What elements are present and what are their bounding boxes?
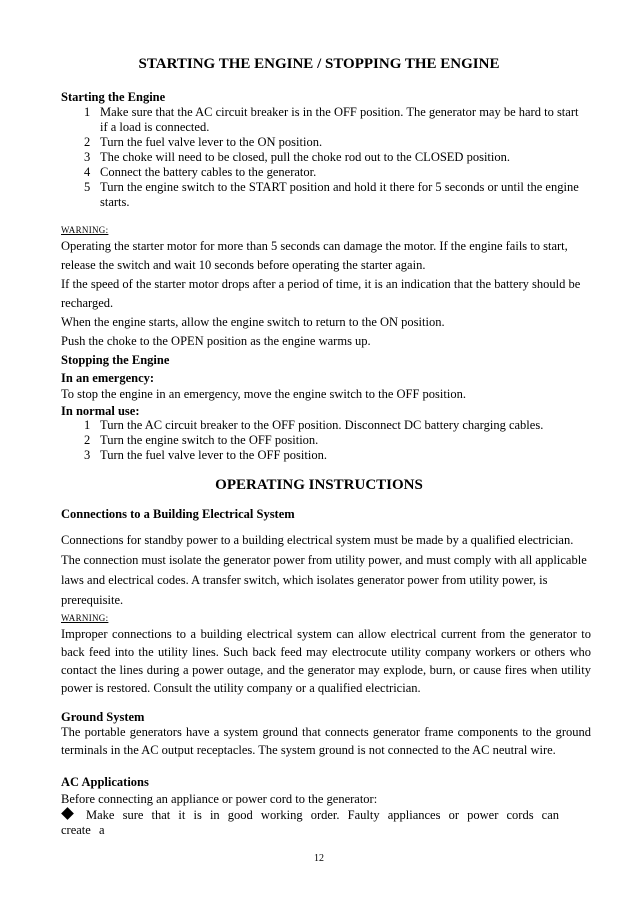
stopping-heading: Stopping the Engine — [61, 353, 170, 367]
starting-step: 1 Make sure that the AC circuit breaker is in the OFF position. The generator may be hard to start if a load is connected. — [84, 105, 579, 134]
emergency-heading: In an emergency: — [61, 371, 155, 385]
warning-line: Operating the starter motor for more than 5 seconds can damage the motor. If the engine fails to start, release the switch and wait 10 seconds before operating the starter again. — [61, 239, 568, 272]
warning-line: Push the choke to the OPEN position as the engine warms up. — [61, 334, 371, 348]
diamond-bullet-icon — [61, 807, 74, 820]
warning-line: If the speed of the starter motor drops after a period of time, it is an indication that the battery should be recharged. — [61, 277, 581, 310]
starting-step: 4 Connect the battery cables to the generator. — [84, 165, 317, 179]
section-title-starting-stopping: STARTING THE ENGINE / STOPPING THE ENGINE — [138, 56, 500, 72]
section-title-operating: OPERATING INSTRUCTIONS — [215, 477, 423, 493]
starting-step: 5 Turn the engine switch to the START position and hold it there for 5 seconds or until the engine starts. — [84, 180, 579, 209]
starting-heading: Starting the Engine — [61, 90, 166, 104]
ground-heading: Ground System — [61, 710, 145, 724]
ac-bullet-text: Make sure that it is in good working order. Faulty appliances or power cords can create a — [61, 808, 560, 837]
stopping-steps-list — [84, 418, 584, 463]
stopping-step: 2 Turn the engine switch to the OFF position. — [84, 433, 319, 447]
starting-step: 3 The choke will need to be closed, pull the choke rod out to the CLOSED position. — [84, 150, 510, 164]
ac-bullet-item — [61, 808, 591, 838]
warning-label: WARNING: — [61, 613, 109, 623]
warning-line: When the engine starts, allow the engine switch to return to the ON position. — [61, 315, 445, 329]
page-number: 12 — [314, 853, 324, 864]
connections-text: Connections for standby power to a building electrical system must be made by a qualified electrician. The connection must isolate the generator power from utility power, and must comply with all applicable laws and electrical codes. A transfer switch, which isolates generator power from utility power, is prerequisite. — [61, 533, 587, 607]
ground-text: The portable generators have a system ground that connects generator frame components to the ground terminals in the AC output receptacles. The system ground is not connected to the AC neutral wire. — [61, 725, 591, 757]
starter-warning-text — [61, 237, 591, 351]
connections-heading: Connections to a Building Electrical System — [61, 507, 295, 521]
ac-heading: AC Applications — [61, 775, 149, 789]
starting-steps-list — [84, 105, 584, 210]
ac-intro: Before connecting an appliance or power cord to the generator: — [61, 792, 378, 806]
warning-label: WARNING: — [61, 225, 109, 235]
starting-step: 2 Turn the fuel valve lever to the ON position. — [84, 135, 323, 149]
emergency-text: To stop the engine in an emergency, move the engine switch to the OFF position. — [61, 387, 466, 401]
stopping-step: 1 Turn the AC circuit breaker to the OFF position. Disconnect DC battery charging cables. — [84, 418, 544, 432]
stopping-step: 3 Turn the fuel valve lever to the OFF position. — [84, 448, 327, 462]
connections-warning-text: Improper connections to a building electrical system can allow electrical current from the generator to back feed into the utility lines. Such back feed may electrocute utility company workers or others who contact the lines during a power outage, and the generator may explode, burn, or cause fires when utility power is restored. Consult the utility company or a qualified electrician. — [61, 627, 591, 695]
normal-use-heading: In normal use: — [61, 404, 140, 418]
